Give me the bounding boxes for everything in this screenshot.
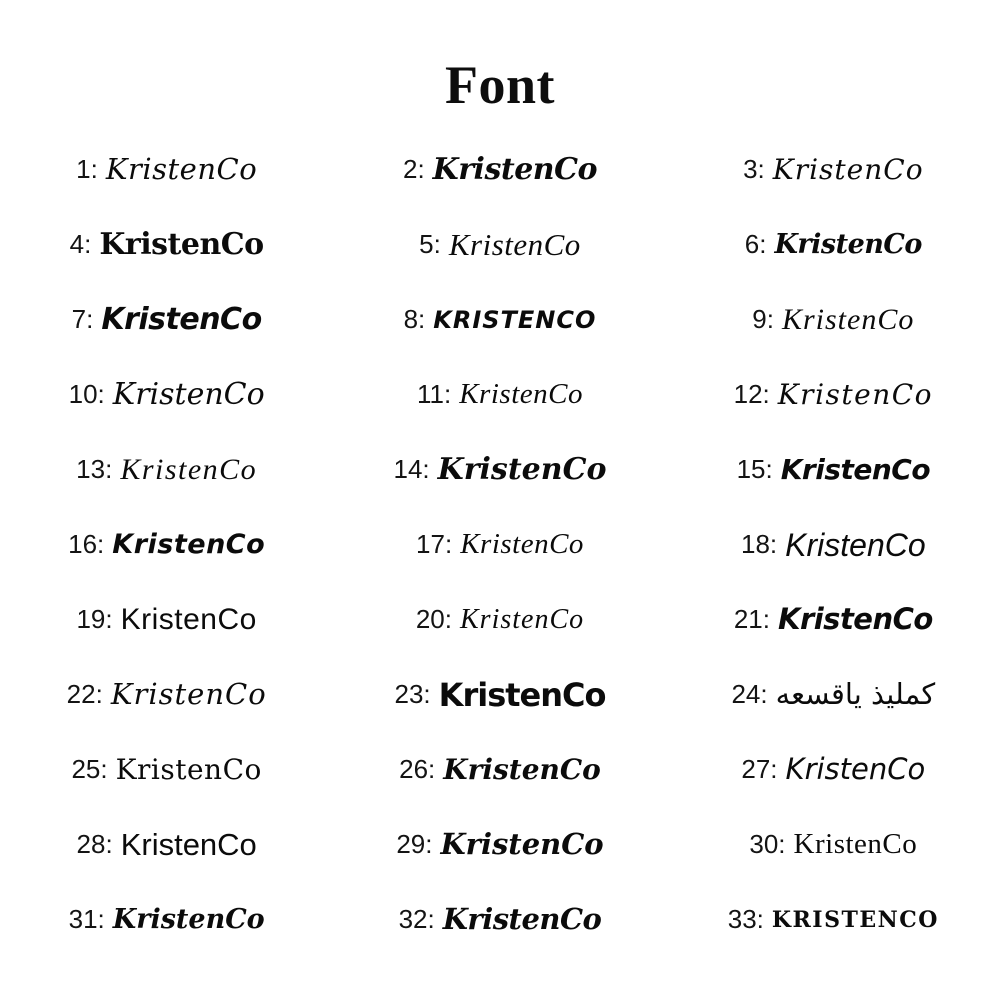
font-option-number: 13: (76, 454, 113, 484)
font-option-32[interactable] (333, 904, 666, 935)
font-option-11[interactable] (333, 379, 666, 410)
font-sample-text: KRISTENCO (433, 305, 597, 334)
font-option-7[interactable] (0, 304, 333, 335)
font-sample-text: KristenCo (460, 529, 584, 560)
font-sample-text: KristenCo (112, 379, 265, 410)
font-option-14[interactable] (333, 454, 666, 485)
font-option-number: 30: (749, 829, 786, 859)
font-option-number: 10: (68, 379, 105, 409)
font-sample-text: KristenCo (438, 678, 606, 711)
font-option-3[interactable] (667, 154, 1000, 185)
font-option-number: 14: (393, 454, 430, 484)
font-sample-text: KristenCo (460, 604, 585, 635)
font-option-number: 33: (727, 904, 764, 934)
font-sample-text: KristenCo (785, 528, 926, 561)
font-option-31[interactable] (0, 904, 333, 935)
font-option-number: 3: (743, 154, 765, 184)
font-sample-text: KristenCo (120, 604, 257, 635)
font-sample-text: KristenCo (777, 379, 934, 410)
font-option-13[interactable] (0, 454, 333, 485)
font-option-number: 26: (399, 754, 436, 784)
font-option-10[interactable] (0, 379, 333, 410)
font-option-9[interactable] (667, 304, 1000, 335)
font-option-number: 20: (415, 604, 452, 634)
font-option-number: 32: (398, 904, 435, 934)
font-option-number: 1: (76, 154, 98, 184)
font-sample-text: KristenCo (105, 154, 258, 185)
font-sample-text: KristenCo (793, 829, 918, 860)
font-option-number: 22: (66, 679, 103, 709)
font-sample-text: KristenCo (774, 229, 922, 260)
font-sample-text: KristenCo (448, 229, 581, 260)
font-option-number: 4: (69, 229, 92, 259)
font-option-number: 29: (396, 829, 433, 859)
font-option-6[interactable] (667, 229, 1000, 260)
font-option-19[interactable] (0, 604, 333, 635)
font-sample-text: KristenCo (777, 604, 933, 635)
font-option-number: 5: (419, 229, 441, 259)
font-sample-text: KRISTENCO (771, 906, 939, 933)
font-option-4[interactable] (0, 229, 333, 260)
font-option-number: 31: (68, 904, 105, 934)
font-sample-text: KristenCo (459, 379, 583, 410)
font-option-number: 18: (741, 529, 778, 559)
font-option-number: 11: (417, 379, 452, 409)
page-title: Font (445, 55, 555, 115)
font-sample-text: KristenCo (437, 454, 607, 485)
font-sample-text: كمليذ ياقسعه (775, 679, 936, 710)
font-option-number: 17: (416, 529, 453, 559)
font-option-number: 16: (68, 529, 105, 559)
font-option-1[interactable] (0, 154, 333, 185)
font-option-number: 8: (403, 304, 426, 334)
font-option-number: 2: (402, 154, 425, 184)
font-sample-text: KristenCo (443, 754, 601, 785)
font-option-number: 24: (731, 679, 768, 709)
font-option-28[interactable] (0, 829, 333, 860)
font-option-17[interactable] (333, 529, 666, 560)
font-sample-text: KristenCo (120, 829, 257, 860)
font-option-18[interactable] (667, 529, 1000, 561)
font-option-22[interactable] (0, 679, 333, 710)
font-option-number: 21: (733, 604, 770, 634)
font-sample-text: KristenCo (781, 304, 915, 335)
font-sample-text: KristenCo (785, 754, 926, 785)
font-sample-text: KristenCo (112, 529, 266, 560)
font-option-number: 19: (76, 604, 113, 634)
font-sample-text: KristenCo (99, 229, 264, 260)
font-sample-text: KristenCo (432, 154, 597, 185)
font-option-25[interactable] (0, 754, 333, 785)
font-sample-text: KristenCo (115, 754, 262, 785)
font-option-20[interactable] (333, 604, 666, 635)
font-option-number: 28: (76, 829, 113, 859)
font-option-5[interactable] (333, 229, 666, 260)
font-sample-text: KristenCo (120, 454, 258, 485)
font-option-2[interactable] (333, 154, 666, 185)
font-option-16[interactable] (0, 529, 333, 560)
font-option-33[interactable] (667, 904, 1000, 935)
font-sample-text: KristenCo (780, 454, 931, 485)
font-option-number: 9: (752, 304, 774, 334)
font-option-number: 27: (741, 754, 778, 784)
font-option-12[interactable] (667, 379, 1000, 410)
font-option-number: 25: (71, 754, 108, 784)
font-option-29[interactable] (333, 829, 666, 860)
font-sample-text: KristenCo (440, 829, 604, 860)
font-option-8[interactable] (333, 304, 666, 335)
font-option-30[interactable] (667, 829, 1000, 860)
font-sample-text: KristenCo (442, 904, 602, 935)
font-option-24[interactable] (667, 679, 1000, 710)
font-option-21[interactable] (667, 604, 1000, 635)
font-options-grid (0, 132, 1000, 957)
font-sample-text: KristenCo (110, 679, 267, 710)
font-option-27[interactable] (667, 754, 1000, 785)
font-option-number: 6: (744, 229, 767, 259)
font-sample-text: KristenCo (112, 904, 265, 935)
font-option-number: 12: (733, 379, 770, 409)
font-sample-text: KristenCo (101, 304, 262, 335)
font-sample-text: KristenCo (772, 154, 924, 185)
font-option-23[interactable] (333, 679, 666, 711)
font-option-number: 7: (71, 304, 94, 334)
font-option-15[interactable] (667, 454, 1000, 485)
font-option-26[interactable] (333, 754, 666, 785)
font-option-number: 23: (394, 679, 431, 709)
font-option-number: 15: (736, 454, 773, 484)
